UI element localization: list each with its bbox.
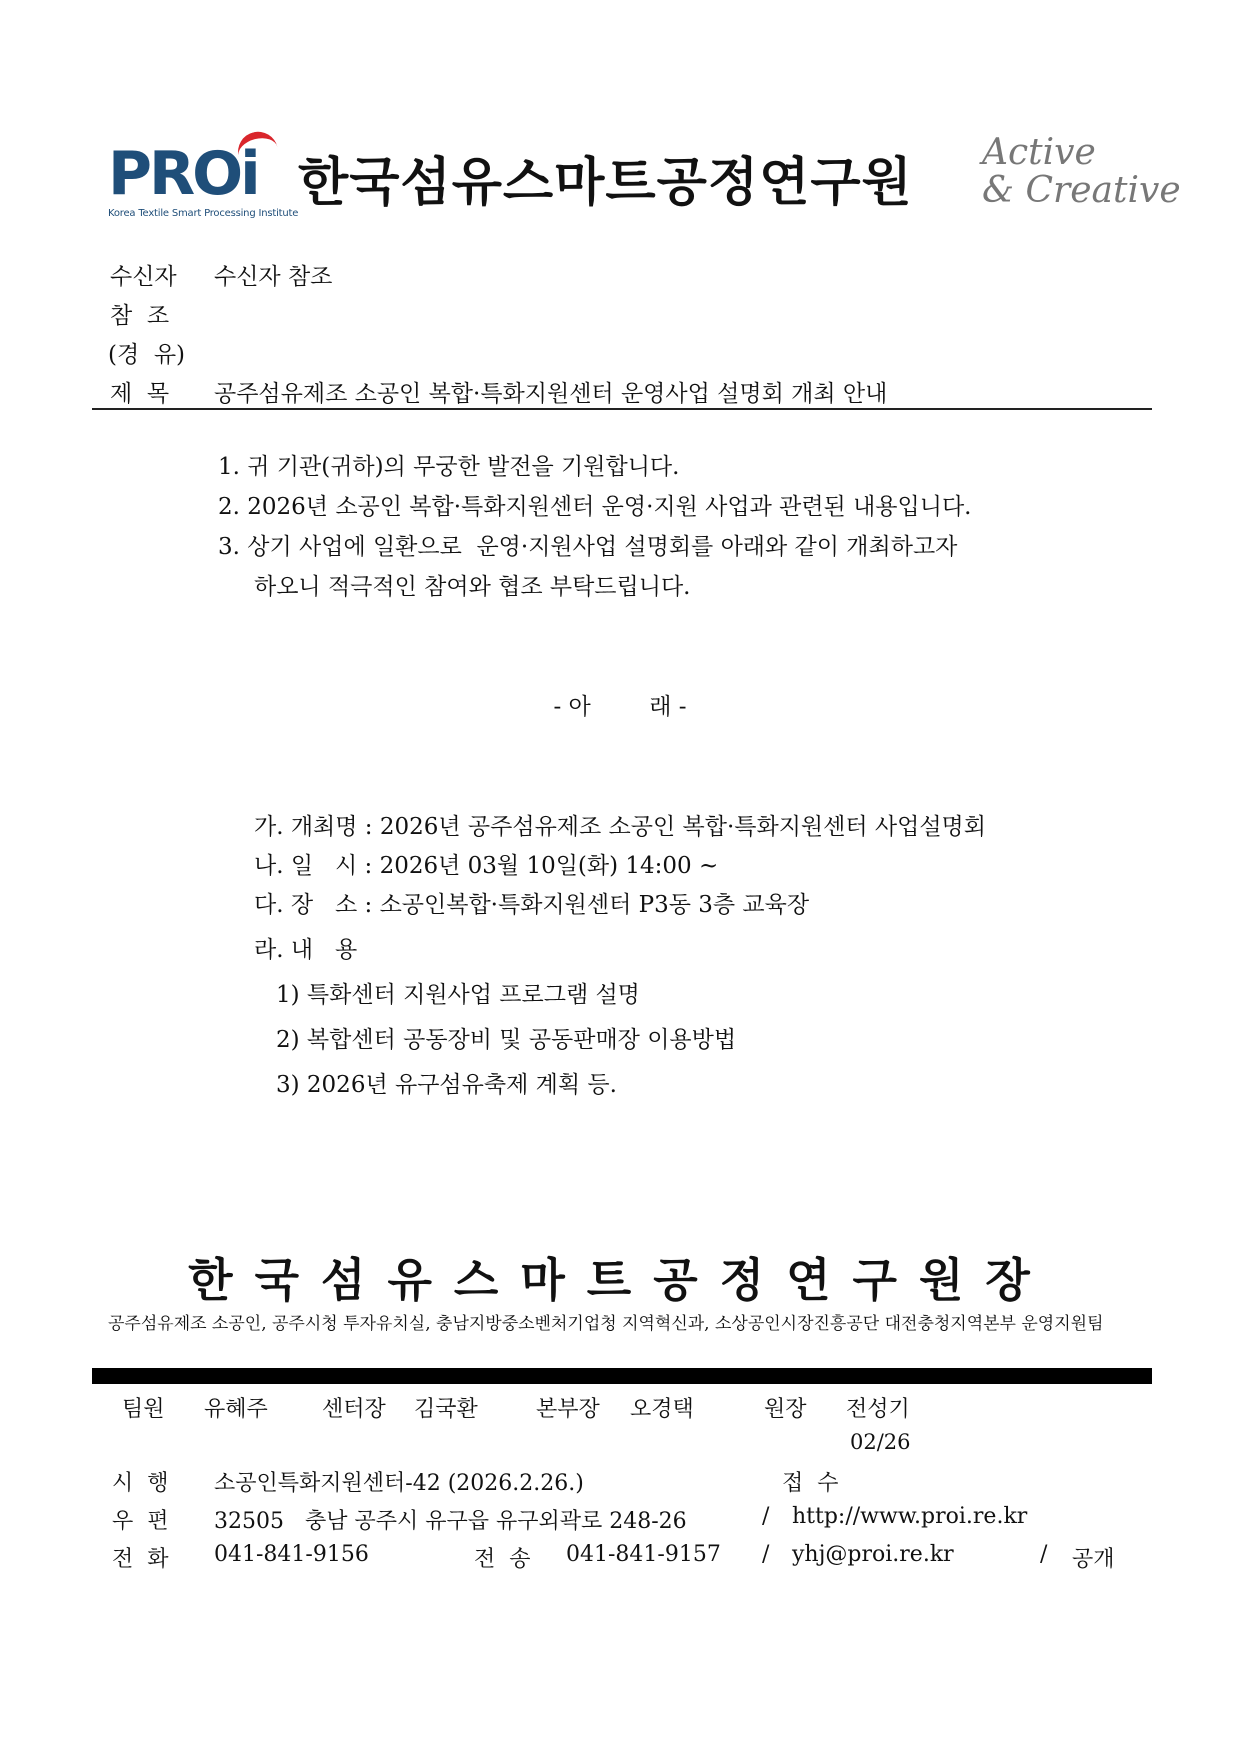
- slash-separator: /: [762, 1542, 770, 1567]
- approver-3-role: 본부장: [536, 1397, 600, 1422]
- org-title: 한국섬유스마트공정연구원: [298, 153, 913, 213]
- approver-4-role: 원장: [764, 1397, 807, 1422]
- slogan-line-1: Active: [982, 132, 1096, 173]
- fax-value: 041-841-9157: [566, 1542, 721, 1567]
- post-address: 32505 충남 공주시 유구읍 유구외곽로 248-26: [214, 1509, 687, 1534]
- exec-label: 시 행: [112, 1471, 169, 1496]
- paragraph-3-line-2: 하오니 적극적인 참여와 협조 부탁드립니다.: [254, 574, 691, 600]
- paragraph-2: 2. 2026년 소공인 복합·특화지원센터 운영·지원 사업과 관련된 내용입니다.: [218, 494, 972, 520]
- slash-separator: /: [762, 1504, 770, 1529]
- item-datetime: 나. 일 시 : 2026년 03월 10일(화) 14:00 ~: [254, 853, 719, 879]
- logo-swoosh-icon: [234, 128, 278, 160]
- approver-3-name: 오경택: [630, 1397, 694, 1422]
- approver-2-role: 센터장: [322, 1397, 386, 1422]
- slogan: [982, 134, 1181, 210]
- email-link[interactable]: yhj@proi.re.kr: [792, 1542, 954, 1567]
- recipient-label: 수신자: [110, 264, 177, 290]
- recipient-value: 수신자 참조: [214, 264, 333, 290]
- fax-label: 전 송: [474, 1547, 531, 1572]
- approver-1-role: 팀원: [122, 1397, 165, 1422]
- recipient-row: [110, 258, 332, 291]
- subject-value: 공주섬유제조 소공인 복합·특화지원센터 운영사업 설명회 개최 안내: [214, 381, 888, 407]
- recipient-list: 공주섬유제조 소공인, 공주시청 투자유치실, 충남지방중소벤처기업청 지역혁신과, 소상공인시장진흥공단 대전충청지역본부 운영지원팀: [108, 1314, 1104, 1334]
- receipt-label: 접 수: [782, 1471, 839, 1496]
- logo-wordmark: PROi: [108, 139, 258, 209]
- approval-date: 02/26: [850, 1430, 911, 1454]
- content-item-1: 1) 특화센터 지원사업 프로그램 설명: [276, 982, 640, 1008]
- homepage-link[interactable]: http://www.proi.re.kr: [792, 1504, 1028, 1529]
- slash-separator: /: [1040, 1542, 1048, 1567]
- logo-subtitle: Korea Textile Smart Processing Institute: [108, 208, 299, 219]
- reference-label: 참 조: [110, 303, 170, 329]
- tel-value: 041-841-9156: [214, 1542, 369, 1567]
- tel-label: 전 화: [112, 1547, 169, 1572]
- item-contents: 라. 내 용: [254, 937, 358, 963]
- reference-row: [110, 297, 214, 330]
- approver-4-name: 전성기: [846, 1397, 910, 1422]
- disclosure-status: 공개: [1072, 1547, 1115, 1572]
- header-divider: [92, 408, 1152, 410]
- subject-row: [110, 375, 887, 408]
- approver-2-name: 김국환: [414, 1397, 478, 1422]
- notice-heading: - 아 래 -: [553, 694, 687, 720]
- via-row: [108, 336, 212, 369]
- content-item-3: 3) 2026년 유구섬유축제 계획 등.: [276, 1072, 617, 1098]
- paragraph-3-line-1: 3. 상기 사업에 일환으로 운영·지원사업 설명회를 아래와 같이 개최하고자: [218, 534, 958, 560]
- via-label: (경 유): [108, 342, 186, 368]
- proi-logo: [108, 132, 299, 222]
- content-item-2: 2) 복합센터 공동장비 및 공동판매장 이용방법: [276, 1027, 737, 1053]
- subject-label: 제 목: [110, 381, 170, 407]
- paragraph-1: 1. 귀 기관(귀하)의 무궁한 발전을 기원합니다.: [218, 454, 680, 480]
- exec-value: 소공인특화지원센터-42 (2026.2.26.): [214, 1471, 584, 1496]
- sender-name: 한국섬유스마트공정연구원장: [188, 1253, 1052, 1307]
- item-event-name: 가. 개최명 : 2026년 공주섬유제조 소공인 복합·특화지원센터 사업설명회: [254, 814, 986, 840]
- slogan-line-2: & Creative: [982, 170, 1181, 211]
- item-location: 다. 장 소 : 소공인복합·특화지원센터 P3동 3층 교육장: [254, 892, 810, 918]
- post-label: 우 편: [112, 1509, 169, 1534]
- footer-thick-divider: [92, 1368, 1152, 1384]
- approver-1-name: 유혜주: [204, 1397, 268, 1422]
